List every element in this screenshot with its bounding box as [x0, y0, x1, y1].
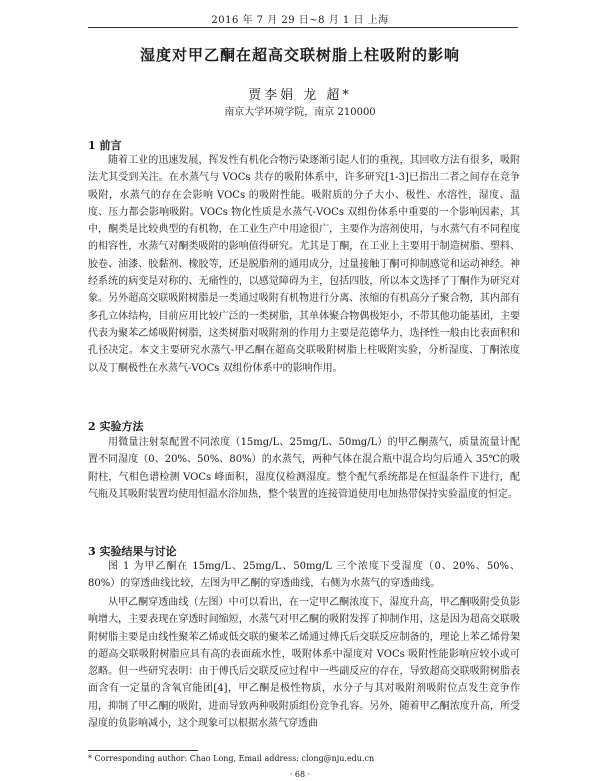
section-heading-results: 3 实验结果与讨论	[88, 545, 177, 558]
results-paragraph-2: 从甲乙酮穿透曲线（左图）中可以看出，在一定甲乙酮浓度下，湿度升高，甲乙酮吸附受负影响增大，主要表现在穿透时间缩短，水蒸气对甲乙酮的吸附发挥了抑制作用，这是因为超高交联吸附树脂主要是由线性聚苯乙烯或低交联的聚苯乙烯通过傅氏后交联反应制备的，理论上苯乙烯骨架的超高交联吸附树脂应具有高的表面疏水性，吸附体系中湿度对 VOCs 吸附性能影响应较小或可忽略。但一些研究表明：由于傅氏后交联反应过程中一些副反应的存在，导致超高交联吸附树脂表面含有一定量的含氧官能团[4]，甲乙酮是极性物质，水分子与其对吸附剂吸附位点发生竞争作用，抑制了甲乙酮的吸附，进而导致两种吸附质组份竞争孔容。另外，随着甲乙酮浓度升高，所受湿度的负影响减小，这个现象可以根据水蒸气穿透曲	[88, 597, 520, 730]
section-heading-methods: 2 实验方法	[88, 420, 144, 433]
running-header: 2016 年 7 月 29 日~8 月 1 日 上海	[211, 15, 389, 26]
header-rule	[88, 27, 518, 28]
author-list: 贾李娟 龙 超*	[248, 88, 352, 103]
paper-title: 湿度对甲乙酮在超高交联树脂上柱吸附的影响	[139, 46, 460, 64]
results-paragraph-1: 图 1 为甲乙酮在 15mg/L、25mg/L、50mg/L 三个浓度下受湿度（0、20%、50%、80%）的穿透曲线比较，左图为甲乙酮的穿透曲线，右侧为水蒸气的穿透曲线。	[88, 561, 520, 590]
page-number: · 68 ·	[289, 770, 311, 779]
footnote: * Corresponding author: Chao Long, Email address: clong@nju.edu.cn	[88, 754, 375, 763]
footnote-rule	[88, 750, 198, 751]
methods-paragraph: 用微量注射泵配置不同浓度（15mg/L、25mg/L、50mg/L）的甲乙酮蒸气，质量流量计配置不同湿度（0、20%、50%、80%）的水蒸气，两种气体在混合瓶中混合均匀后通入 35℃的吸附柱，气相色谱检测 VOCs 峰面积，湿度仪检测湿度。整个配气系统都是在恒温条件下进行，配气瓶及其吸附装置均使用恒温水浴加热，整个装置的连接管道使用电加热带保持实验温度的恒定。	[88, 437, 520, 500]
intro-paragraph: 随着工业的迅速发展，挥发性有机化合物污染逐渐引起人们的重视，其回收方法有很多，吸附法尤其受到关注。在水蒸气与 VOCs 共存的吸附体系中，许多研究[1-3]已指出二者之间存在竞争吸附，水蒸气的存在会影响 VOCs 的吸附性能。吸附质的分子大小、极性、水溶性，湿度、温度、压力都会影响吸附。VOCs 物化性质是水蒸气-VOCs 双组份体系中重要的一个影响因素，其中，酮类是比较典型的有机物，在工业生产中用途很广，主要作为溶剂使用，与水蒸气有不同程度的相容性，水蒸气对酮类吸附的影响值得研究。尤其是丁酮，在工业上主要用于制造树脂、塑料、胶卷、油漆、胶黏剂、橡胶等，还是脱脂剂的通用成分，过量接触丁酮可抑制感觉和运动神经。神经系统的病变是对称的、无痛性的，以感觉障碍为主，包括四肢，所以本文选择了丁酮作为研究对象。另外超高交联吸附树脂是一类通过吸附有机物进行分离、浓缩的有机高分子聚合物，其内部有多孔立体结构，目前应用比较广泛的一类树脂，其单体聚合物偶极矩小，不带其他功能基团，主要代表为聚苯乙烯吸附树脂，这类树脂对吸附剂的作用力主要是范德华力，选择性一般由比表面积和孔径决定。本文主要研究水蒸气-甲乙酮在超高交联吸附树脂上柱吸附实验，分析湿度、丁酮浓度以及丁酮极性在水蒸气-VOCs 双组份体系中的影响作用。	[88, 155, 520, 374]
section-heading-introduction: 1 前言	[88, 139, 122, 152]
affiliation: 南京大学环境学院，南京 210000	[224, 107, 376, 118]
